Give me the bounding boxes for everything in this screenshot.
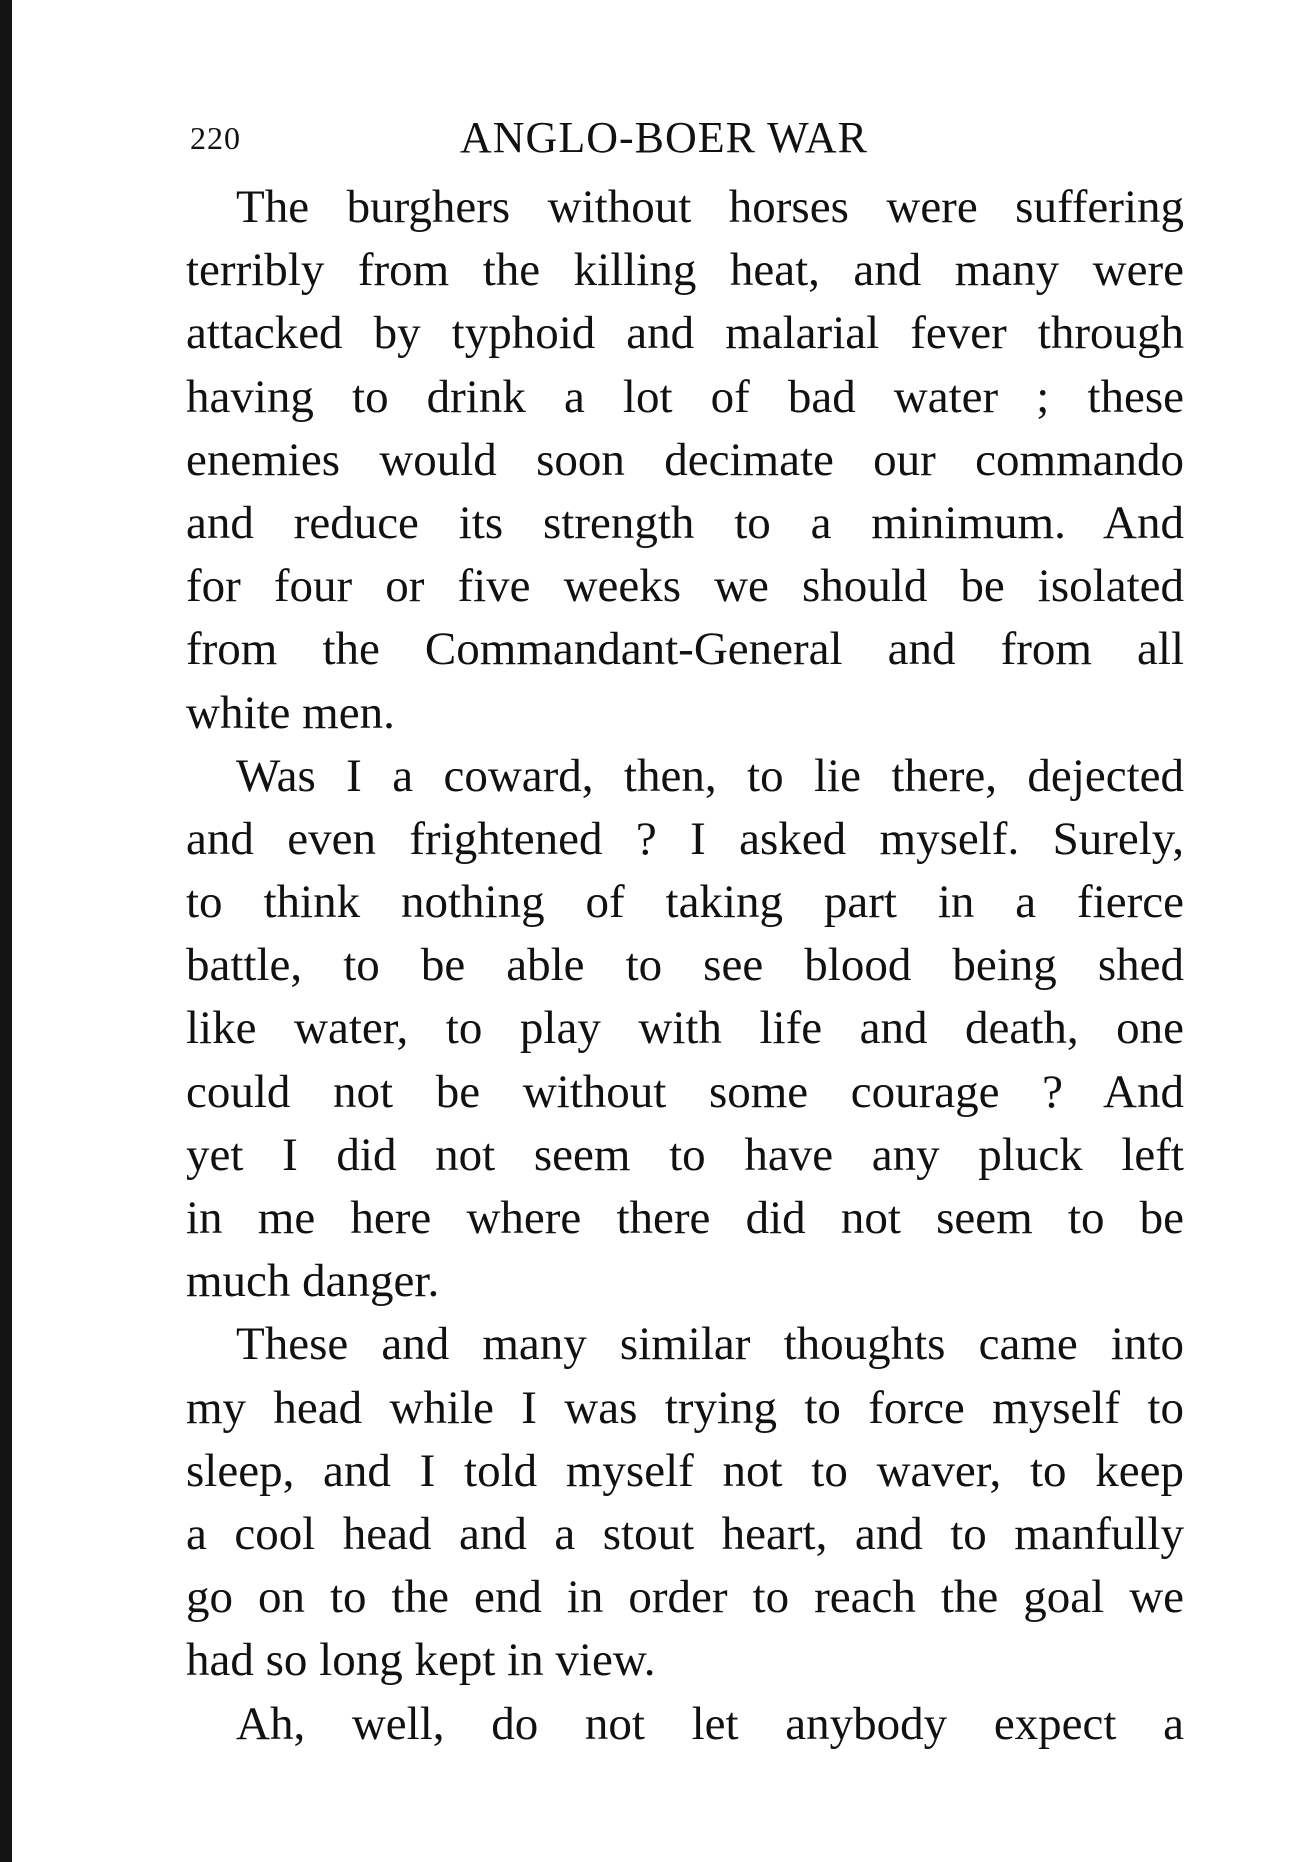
text-line: and reduce its strength to a minimum. And bbox=[186, 496, 1184, 549]
text-line: Ah, well, do not let anybody expect a bbox=[236, 1697, 1184, 1750]
running-title: ANGLO-BOER WAR bbox=[460, 113, 868, 162]
text-line: like water, to play with life and death, one bbox=[186, 1002, 1184, 1055]
text-line: yet I did not seem to have any pluck left bbox=[186, 1128, 1184, 1181]
text-line: from the Commandant-General and from all bbox=[186, 623, 1184, 676]
text-line: a cool head and a stout heart, and to manfully bbox=[186, 1507, 1184, 1560]
page-header bbox=[190, 112, 1190, 172]
body-text bbox=[186, 176, 1184, 1756]
text-line: sleep, and I told myself not to waver, to keep bbox=[186, 1444, 1184, 1497]
text-line: Was I a coward, then, to lie there, dejected bbox=[236, 749, 1184, 802]
text-line: having to drink a lot of bad water ; these bbox=[186, 370, 1184, 423]
text-line: battle, to be able to see blood being shed bbox=[186, 939, 1184, 992]
text-line: and even frightened ? I asked myself. Surely, bbox=[186, 812, 1184, 865]
text-line: The burghers without horses were suffering bbox=[236, 181, 1184, 233]
text-line: to think nothing of taking part in a fierce bbox=[186, 876, 1184, 929]
text-line: terribly from the killing heat, and many were bbox=[186, 244, 1184, 297]
text-line: for four or five weeks we should be isolated bbox=[186, 560, 1184, 613]
page-number: 220 bbox=[190, 120, 241, 156]
text-line: enemies would soon decimate our commando bbox=[186, 433, 1184, 486]
text-line: had so long kept in view. bbox=[186, 1634, 656, 1687]
page-binding-edge bbox=[0, 0, 12, 1862]
text-line: my head while I was trying to force myself to bbox=[186, 1381, 1184, 1434]
text-line: These and many similar thoughts came into bbox=[236, 1318, 1184, 1371]
text-line: much danger. bbox=[186, 1255, 440, 1308]
text-line: white men. bbox=[186, 686, 395, 739]
text-line: go on to the end in order to reach the goal we bbox=[186, 1571, 1184, 1624]
text-line: in me here where there did not seem to be bbox=[186, 1192, 1184, 1244]
text-line: could not be without some courage ? And bbox=[186, 1065, 1184, 1118]
text-line: attacked by typhoid and malarial fever through bbox=[186, 307, 1184, 360]
